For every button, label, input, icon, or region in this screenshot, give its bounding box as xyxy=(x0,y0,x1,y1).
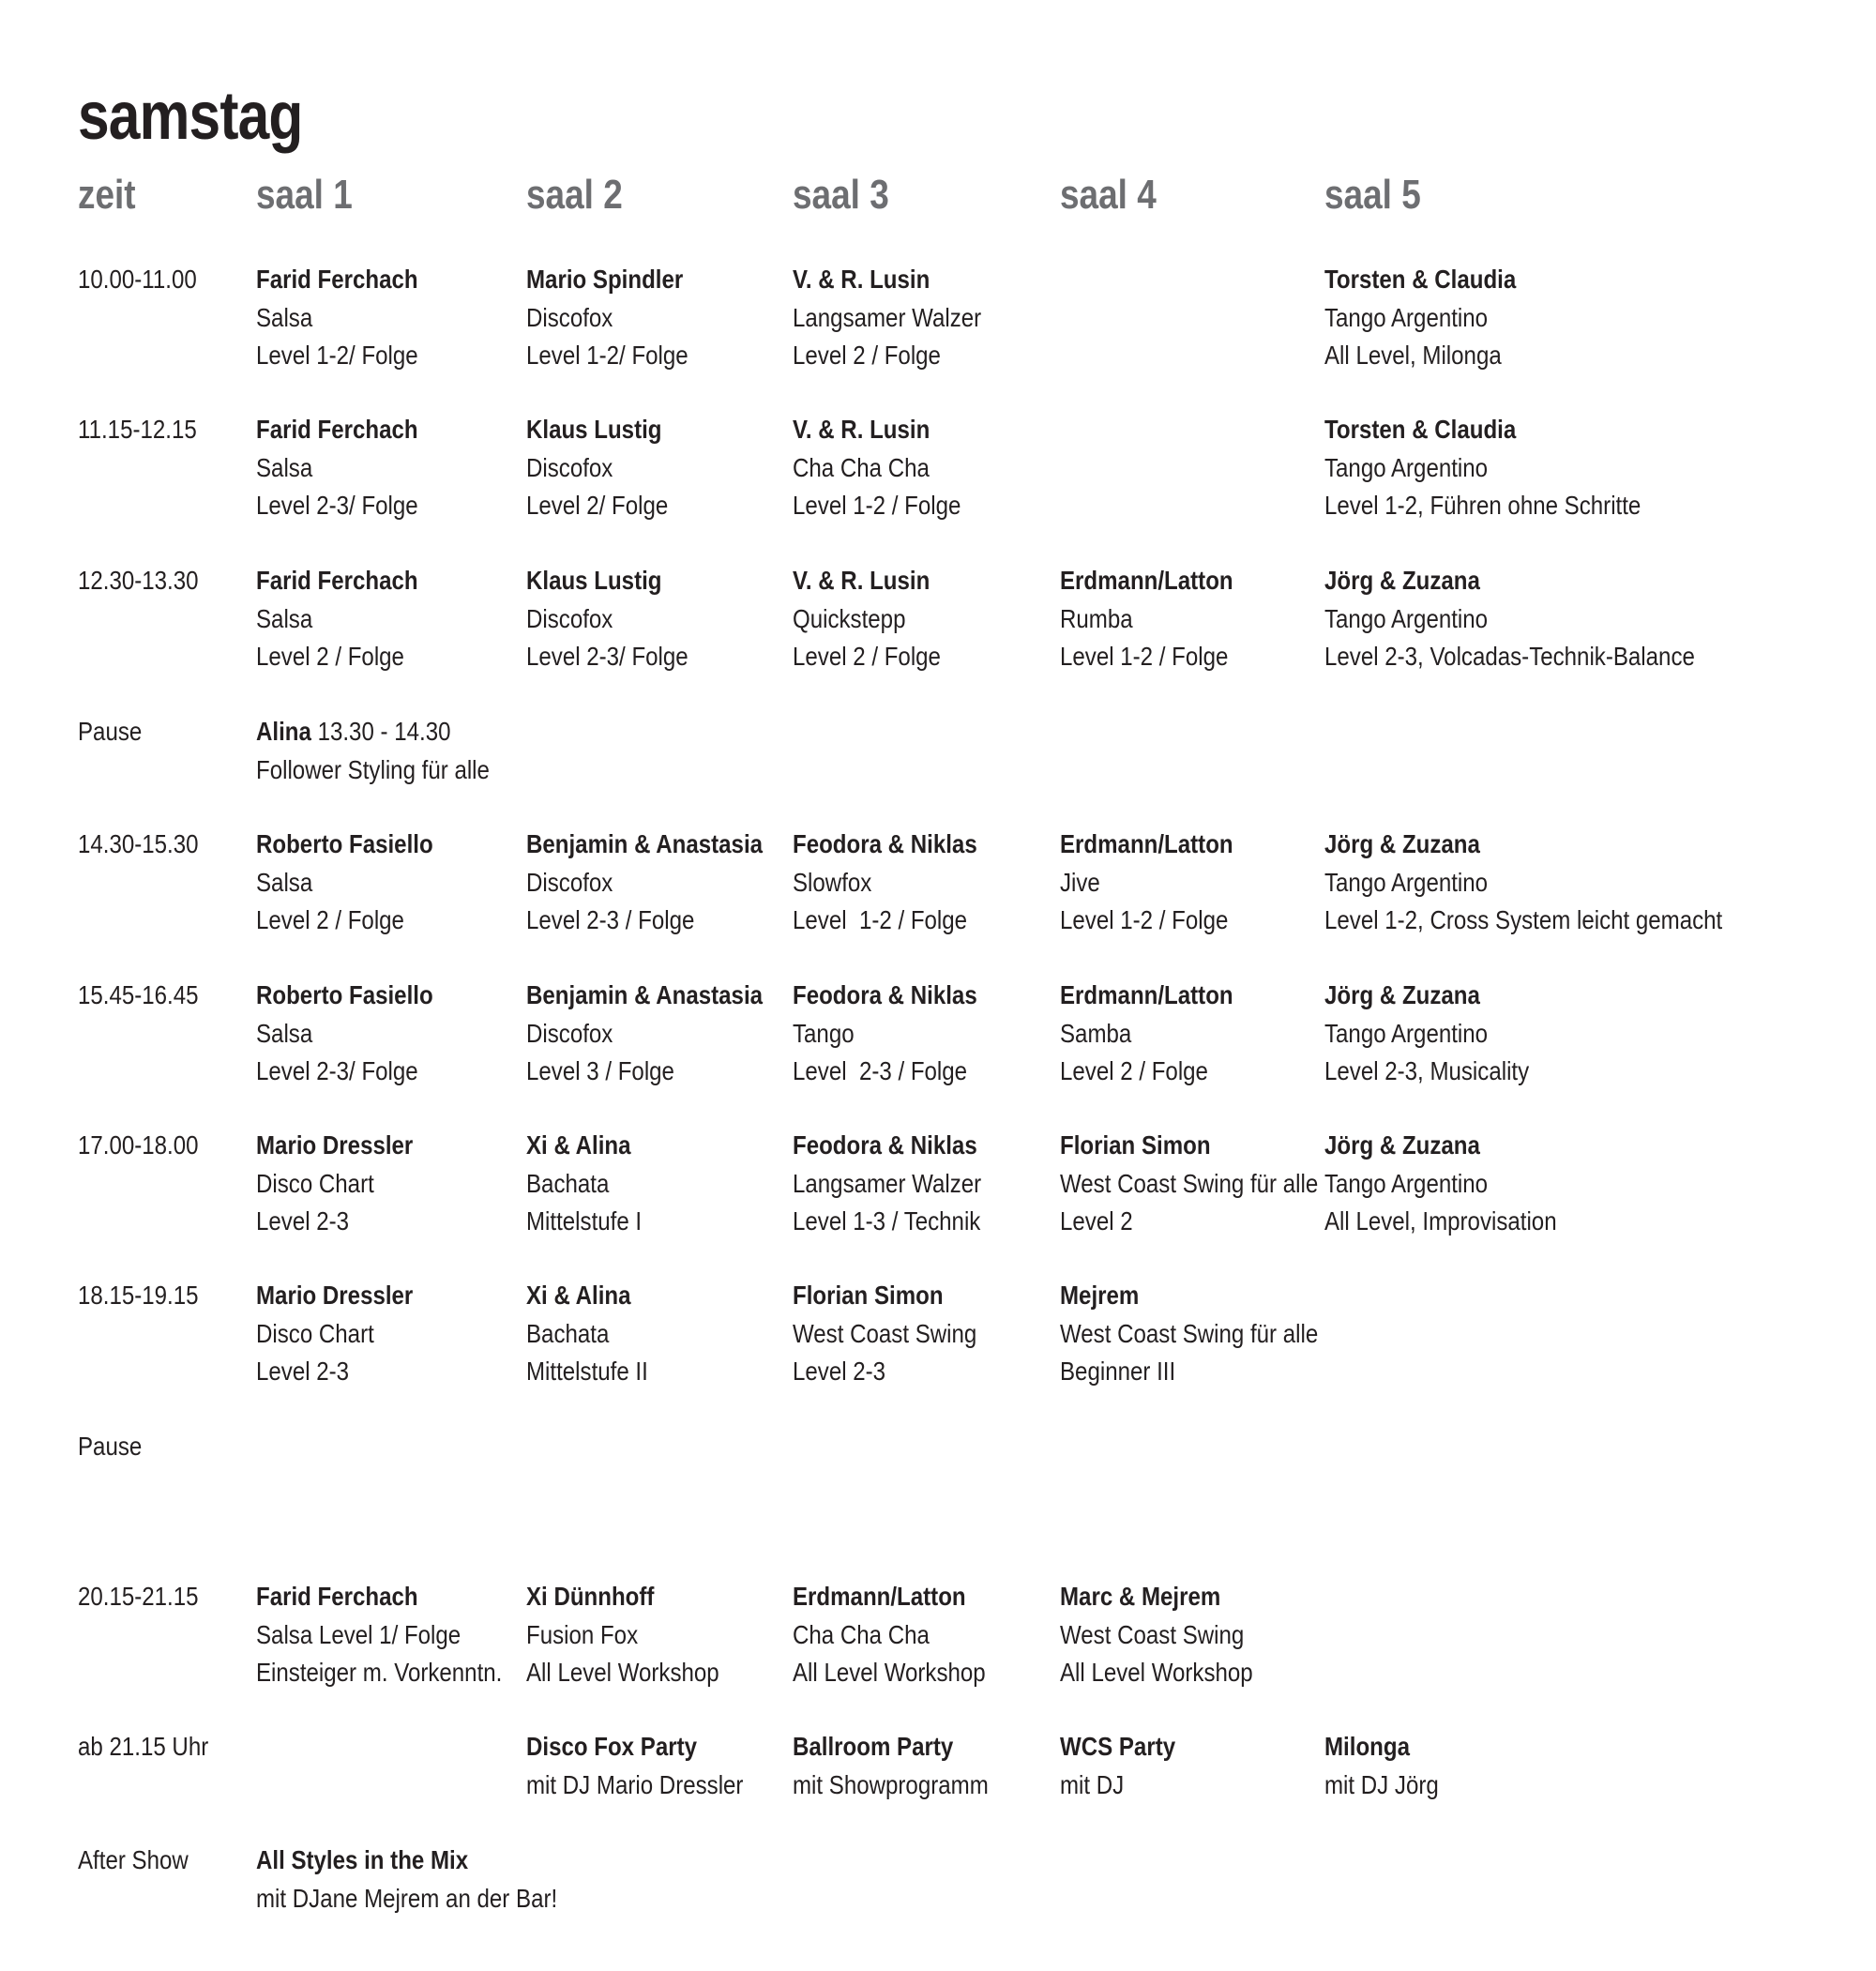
slot-saal-3 xyxy=(793,826,1007,940)
dance-style: Slowfox xyxy=(793,867,872,897)
dance-style: Salsa xyxy=(256,867,313,897)
time-slot xyxy=(78,1578,1841,1692)
dance-style: Bachata xyxy=(526,1168,610,1198)
slot-saal-2 xyxy=(526,1127,660,1241)
time-slot xyxy=(78,1127,1841,1241)
slot-saal-3 xyxy=(793,1277,1006,1391)
level: Level 2 xyxy=(1060,1206,1133,1236)
instructor-name: Alina xyxy=(256,717,311,746)
slot-saal-5 xyxy=(1324,826,1787,940)
slot-saal-1 xyxy=(256,1277,439,1391)
slot-saal-5 xyxy=(1324,261,1548,375)
instructor-name: Farid Ferchach xyxy=(256,1582,418,1611)
dance-style: Discofox xyxy=(526,603,613,633)
instructor-name: Florian Simon xyxy=(1060,1130,1211,1160)
slot-saal-4 xyxy=(1060,1127,1360,1241)
dance-style: Samba xyxy=(1060,1018,1132,1048)
instructor-name: Mario Dressler xyxy=(256,1281,414,1310)
level: Level 1-2 / Folge xyxy=(793,905,968,934)
instructor-name: Mario Spindler xyxy=(526,265,684,294)
instructor-name: Xi Dünnhoff xyxy=(526,1582,655,1611)
slot-saal-1 xyxy=(256,1578,542,1692)
slot-saal-4 xyxy=(1060,826,1262,940)
slot-saal-2 xyxy=(526,261,715,375)
level: Level 1-2/ Folge xyxy=(526,341,688,370)
level: Level 1-2 / Folge xyxy=(1060,642,1229,671)
instructor-name: Mario Dressler xyxy=(256,1130,414,1160)
level: Level 2-3/ Folge xyxy=(526,642,688,671)
instructor-name: Feodora & Niklas xyxy=(793,980,977,1009)
level: Level 2-3 xyxy=(256,1357,350,1386)
level: Level 2-3 xyxy=(793,1357,886,1386)
level: Mittelstufe I xyxy=(526,1206,643,1236)
dance-style: Tango Argentino xyxy=(1324,302,1489,332)
slot-saal-3 xyxy=(793,1578,1017,1692)
slot-time: 20.15-21.15 xyxy=(78,1582,199,1611)
instructor-name: Jörg & Zuzana xyxy=(1324,829,1480,858)
level: Level 2 / Folge xyxy=(793,642,941,671)
dance-style: Disco Chart xyxy=(256,1168,374,1198)
level: Level 2-3, Volcadas-Technik-Balance xyxy=(1324,642,1695,671)
dance-style: Tango Argentino xyxy=(1324,1168,1489,1198)
time-slot xyxy=(78,411,1841,525)
party-saal-4 xyxy=(1060,1728,1194,1804)
slot-saal-3 xyxy=(793,1127,1012,1241)
header-saal-2: saal 2 xyxy=(526,172,623,218)
level: All Level Workshop xyxy=(793,1658,986,1687)
instructor-name: Jörg & Zuzana xyxy=(1324,566,1480,595)
party-saal-3 xyxy=(793,1728,1021,1804)
party-name: Milonga xyxy=(1324,1732,1410,1761)
slot-saal-2 xyxy=(526,977,801,1091)
instructor-name: Feodora & Niklas xyxy=(793,1130,977,1160)
level: Level 1-2 / Folge xyxy=(1060,905,1229,934)
instructor-name: Jörg & Zuzana xyxy=(1324,980,1480,1009)
pause-workshop xyxy=(256,713,527,789)
party-saal-5 xyxy=(1324,1728,1458,1804)
slot-saal-1 xyxy=(256,1127,439,1241)
slot-time: 17.00-18.00 xyxy=(78,1130,199,1160)
slot-saal-3 xyxy=(793,977,1007,1091)
slot-saal-1 xyxy=(256,562,445,676)
time-slot xyxy=(78,261,1841,375)
level: Level 1-3 / Technik xyxy=(793,1206,981,1236)
day-title: samstag xyxy=(78,79,303,154)
level: Level 2-3 xyxy=(256,1206,350,1236)
level: Level 2 / Folge xyxy=(256,642,404,671)
dance-style: Tango xyxy=(793,1018,855,1048)
dance-style: Salsa xyxy=(256,1018,313,1048)
instructor-name: Farid Ferchach xyxy=(256,566,418,595)
workshop-description: Follower Styling für alle xyxy=(256,754,490,784)
dance-style: Bachata xyxy=(526,1318,610,1348)
party-detail: mit Showprogramm xyxy=(793,1769,989,1799)
instructor-name: Klaus Lustig xyxy=(526,415,662,444)
dance-style: Jive xyxy=(1060,867,1100,897)
instructor-name: V. & R. Lusin xyxy=(793,265,930,294)
dance-style: Tango Argentino xyxy=(1324,603,1489,633)
slot-time: 18.15-19.15 xyxy=(78,1281,199,1310)
instructor-name: V. & R. Lusin xyxy=(793,415,930,444)
slot-saal-5 xyxy=(1324,1127,1595,1241)
slot-saal-5 xyxy=(1324,977,1563,1091)
instructor-name: Klaus Lustig xyxy=(526,566,662,595)
instructor-name: Erdmann/Latton xyxy=(1060,980,1233,1009)
slot-saal-3 xyxy=(793,411,989,525)
instructor-name: Roberto Fasiello xyxy=(256,980,433,1009)
time-slot xyxy=(78,826,1841,940)
level: All Level Workshop xyxy=(526,1658,719,1687)
slot-time: Pause xyxy=(78,1432,143,1461)
time-slot xyxy=(78,1277,1841,1391)
header-saal-5: saal 5 xyxy=(1324,172,1421,218)
dance-style: Cha Cha Cha xyxy=(793,1619,930,1649)
column-headers xyxy=(78,167,1841,223)
party-name: All Styles in the Mix xyxy=(256,1845,469,1874)
level: Level 2 / Folge xyxy=(793,341,941,370)
party-detail: mit DJane Mejrem an der Bar! xyxy=(256,1883,558,1913)
dance-style: Disco Chart xyxy=(256,1318,374,1348)
dance-style: Salsa xyxy=(256,302,313,332)
level: All Level, Improvisation xyxy=(1324,1206,1557,1236)
slot-time: After Show xyxy=(78,1845,189,1874)
party-name: Disco Fox Party xyxy=(526,1732,698,1761)
level: Mittelstufe II xyxy=(526,1357,648,1386)
dance-style: Cha Cha Cha xyxy=(793,452,930,482)
dance-style: Langsamer Walzer xyxy=(793,1168,982,1198)
slot-time: 11.15-12.15 xyxy=(78,415,197,444)
party-name: WCS Party xyxy=(1060,1732,1176,1761)
level: Level 1-2/ Folge xyxy=(256,341,418,370)
instructor-name: Jörg & Zuzana xyxy=(1324,1130,1480,1160)
party-detail: mit DJ xyxy=(1060,1769,1125,1799)
header-saal-1: saal 1 xyxy=(256,172,353,218)
slot-saal-1 xyxy=(256,261,445,375)
slot-saal-4 xyxy=(1060,977,1262,1091)
level: Level 2-3/ Folge xyxy=(256,491,418,520)
after-show-saal-1 xyxy=(256,1842,606,1918)
slot-saal-1 xyxy=(256,826,461,940)
pause-time: 13.30 - 14.30 xyxy=(310,717,451,746)
dance-style: Salsa xyxy=(256,603,313,633)
slot-saal-5 xyxy=(1324,562,1755,676)
level: Einsteiger m. Vorkenntn. xyxy=(256,1658,503,1687)
slot-saal-1 xyxy=(256,411,445,525)
dance-style: West Coast Swing für alle xyxy=(1060,1318,1319,1348)
dance-style: Langsamer Walzer xyxy=(793,302,982,332)
level: Level 2 / Folge xyxy=(1060,1056,1208,1085)
level: Level 1-2, Führen ohne Schritte xyxy=(1324,491,1642,520)
party-name: Ballroom Party xyxy=(793,1732,954,1761)
dance-style: Discofox xyxy=(526,1018,613,1048)
instructor-name: Xi & Alina xyxy=(526,1130,631,1160)
dance-style: West Coast Swing für alle xyxy=(1060,1168,1319,1198)
instructor-name: Benjamin & Anastasia xyxy=(526,980,764,1009)
instructor-name: Roberto Fasiello xyxy=(256,829,433,858)
level: Level 1-2, Cross System leicht gemacht xyxy=(1324,905,1723,934)
level: Level 2-3 / Folge xyxy=(526,905,695,934)
dance-style: Salsa Level 1/ Folge xyxy=(256,1619,461,1649)
header-zeit: zeit xyxy=(78,172,136,218)
instructor-name: Farid Ferchach xyxy=(256,415,418,444)
slot-saal-4 xyxy=(1060,562,1262,676)
level: Level 2-3/ Folge xyxy=(256,1056,418,1085)
level: Level 2-3 / Folge xyxy=(793,1056,968,1085)
pause-slot xyxy=(78,1428,1841,1467)
slot-saal-3 xyxy=(793,261,1012,375)
slot-time: 10.00-11.00 xyxy=(78,265,197,294)
slot-saal-5 xyxy=(1324,411,1692,525)
dance-style: Tango Argentino xyxy=(1324,452,1489,482)
dance-style: Discofox xyxy=(526,867,613,897)
slot-saal-3 xyxy=(793,562,965,676)
level: Level 2-3, Musicality xyxy=(1324,1056,1530,1085)
instructor-name: Marc & Mejrem xyxy=(1060,1582,1221,1611)
level: Level 3 / Folge xyxy=(526,1056,674,1085)
instructor-name: Torsten & Claudia xyxy=(1324,265,1517,294)
instructor-name: Erdmann/Latton xyxy=(1060,566,1233,595)
dance-style: Tango Argentino xyxy=(1324,867,1489,897)
instructor-name: V. & R. Lusin xyxy=(793,566,930,595)
dance-style: Tango Argentino xyxy=(1324,1018,1489,1048)
level: All Level Workshop xyxy=(1060,1658,1253,1687)
slot-saal-2 xyxy=(526,826,801,940)
level: Beginner III xyxy=(1060,1357,1176,1386)
dance-style: West Coast Swing xyxy=(1060,1619,1245,1649)
slot-saal-1 xyxy=(256,977,461,1091)
header-saal-4: saal 4 xyxy=(1060,172,1157,218)
slot-saal-2 xyxy=(526,562,715,676)
dance-style: Quickstepp xyxy=(793,603,906,633)
after-show-slot xyxy=(78,1842,1841,1918)
slot-saal-4 xyxy=(1060,1277,1360,1391)
instructor-name: Torsten & Claudia xyxy=(1324,415,1517,444)
pause-slot xyxy=(78,713,1841,790)
slot-saal-2 xyxy=(526,411,691,525)
instructor-name: Feodora & Niklas xyxy=(793,829,977,858)
level: All Level, Milonga xyxy=(1324,341,1502,370)
slot-time: 12.30-13.30 xyxy=(78,566,199,595)
instructor-name: Farid Ferchach xyxy=(256,265,418,294)
instructor-name: Mejrem xyxy=(1060,1281,1140,1310)
level: Level 2 / Folge xyxy=(256,905,404,934)
dance-style: Discofox xyxy=(526,452,613,482)
dance-style: Discofox xyxy=(526,302,613,332)
level: Level 2/ Folge xyxy=(526,491,669,520)
instructor-name: Xi & Alina xyxy=(526,1281,631,1310)
dance-style: Salsa xyxy=(256,452,313,482)
time-slot xyxy=(78,562,1841,676)
level: Level 1-2 / Folge xyxy=(793,491,961,520)
slot-saal-2 xyxy=(526,1277,668,1391)
slot-saal-4 xyxy=(1060,1578,1284,1692)
dance-style: Fusion Fox xyxy=(526,1619,639,1649)
dance-style: Rumba xyxy=(1060,603,1133,633)
slot-time: ab 21.15 Uhr xyxy=(78,1732,209,1761)
dance-style: West Coast Swing xyxy=(793,1318,977,1348)
header-saal-3: saal 3 xyxy=(793,172,889,218)
instructor-name: Erdmann/Latton xyxy=(793,1582,966,1611)
slot-time: 15.45-16.45 xyxy=(78,980,199,1009)
slot-saal-2 xyxy=(526,1578,750,1692)
slot-time: 14.30-15.30 xyxy=(78,829,199,858)
time-slot xyxy=(78,977,1841,1091)
party-saal-2 xyxy=(526,1728,779,1804)
schedule-page xyxy=(78,75,1841,1913)
instructor-name: Benjamin & Anastasia xyxy=(526,829,764,858)
party-slot xyxy=(78,1728,1841,1805)
instructor-name: Florian Simon xyxy=(793,1281,944,1310)
party-detail: mit DJ Jörg xyxy=(1324,1769,1439,1799)
party-detail: mit DJ Mario Dressler xyxy=(526,1769,744,1799)
slot-time: Pause xyxy=(78,717,143,746)
instructor-name: Erdmann/Latton xyxy=(1060,829,1233,858)
